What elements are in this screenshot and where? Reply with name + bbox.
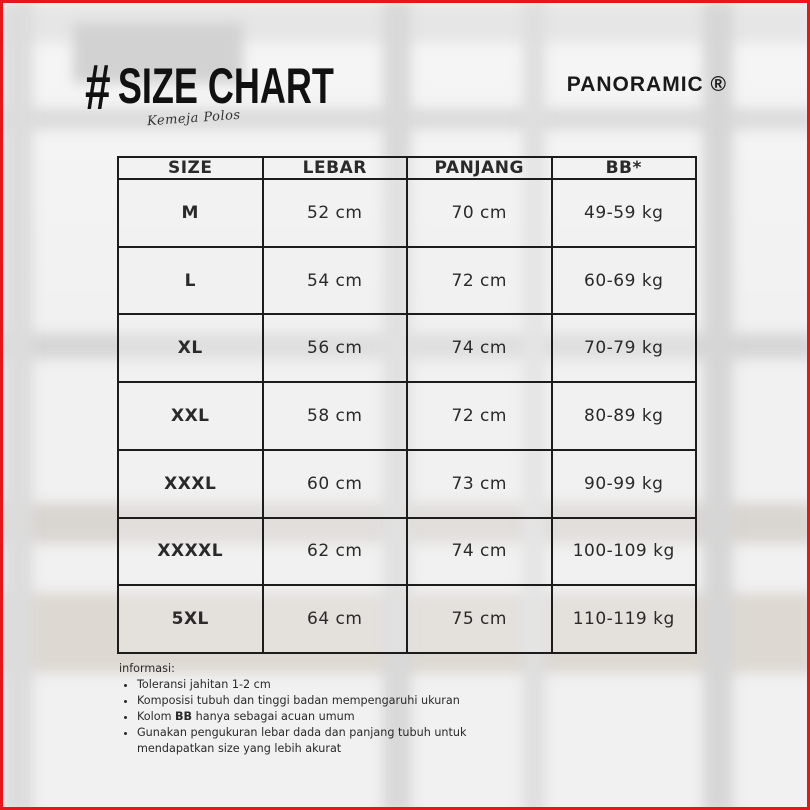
panjang-cell: 73 cm [407, 450, 552, 518]
size-cell: XXL [118, 382, 263, 450]
table-row [118, 450, 696, 518]
panjang-cell: 72 cm [407, 382, 552, 450]
panjang-cell: 74 cm [407, 314, 552, 382]
page-subtitle: Kemeja Polos [146, 107, 242, 130]
lebar-cell: 60 cm [263, 450, 408, 518]
size-cell: L [118, 247, 263, 315]
bb-cell: 49-59 kg [552, 179, 697, 247]
info-item-text: Kolom BB hanya sebagai acuan umum [137, 710, 355, 723]
panjang-cell: 75 cm [407, 585, 552, 653]
bb-cell: 60-69 kg [552, 247, 697, 315]
size-cell: M [118, 179, 263, 247]
size-cell: XL [118, 314, 263, 382]
bb-cell: 70-79 kg [552, 314, 697, 382]
panjang-cell: 70 cm [407, 179, 552, 247]
table-row [118, 314, 696, 382]
lebar-cell: 56 cm [263, 314, 408, 382]
brand-logo: PANORAMIC ® [566, 73, 727, 96]
info-item [137, 709, 497, 725]
lebar-cell: 64 cm [263, 585, 408, 653]
bb-cell: 90-99 kg [552, 450, 697, 518]
table-row [118, 518, 696, 586]
column-header-bb: BB* [552, 157, 697, 179]
lebar-cell: 52 cm [263, 179, 408, 247]
table-row [118, 382, 696, 450]
title-text: SIZE CHART [117, 58, 334, 114]
info-list [119, 677, 497, 757]
info-item: • Toleransi jahitan 1-2 cm [137, 677, 497, 693]
background-blur [703, 3, 733, 810]
bb-cell: 80-89 kg [552, 382, 697, 450]
table-row [118, 247, 696, 315]
size-table [117, 156, 697, 654]
size-cell: XXXL [118, 450, 263, 518]
info-label: informasi: [119, 662, 175, 675]
column-header-lebar: LEBAR [263, 157, 408, 179]
info-item: • Gunakan pengukuran lebar dada dan panjang tubuh untuk mendapatkan size yang lebih akurat [137, 725, 497, 757]
panjang-cell: 72 cm [407, 247, 552, 315]
table-row [118, 179, 696, 247]
lebar-cell: 58 cm [263, 382, 408, 450]
hash-icon: # [85, 51, 111, 123]
lebar-cell: 62 cm [263, 518, 408, 586]
panjang-cell: 74 cm [407, 518, 552, 586]
bb-cell: 100-109 kg [552, 518, 697, 586]
info-notes [119, 661, 497, 757]
table-row [118, 585, 696, 653]
info-item: • Komposisi tubuh dan tinggi badan mempengaruhi ukuran [137, 693, 497, 709]
table-header-row [118, 157, 696, 179]
column-header-size: SIZE [118, 157, 263, 179]
size-cell: 5XL [118, 585, 263, 653]
column-header-panjang: PANJANG [407, 157, 552, 179]
lebar-cell: 54 cm [263, 247, 408, 315]
size-cell: XXXXL [118, 518, 263, 586]
background-blur [3, 3, 33, 810]
bb-cell: 110-119 kg [552, 585, 697, 653]
